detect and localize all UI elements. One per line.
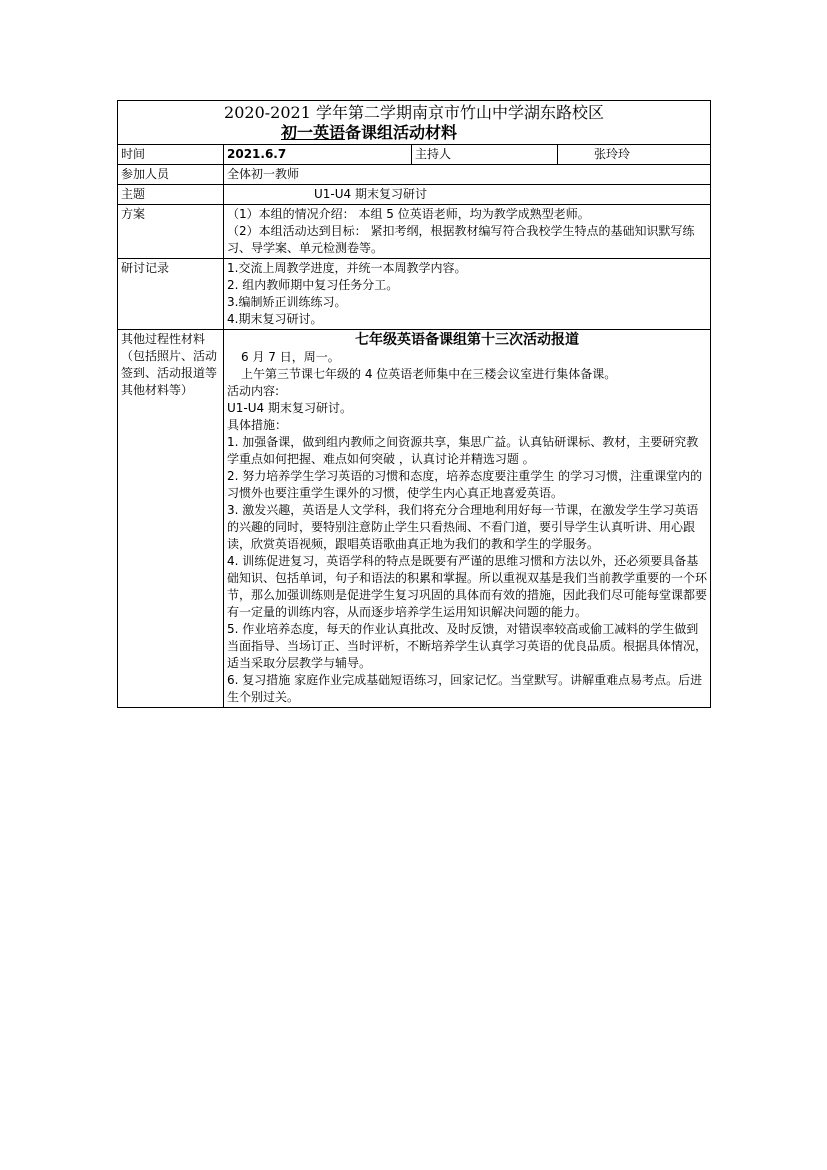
report-content [224, 330, 711, 708]
other-label: 其他过程性材料 [121, 332, 206, 346]
other-note: （包括照片、活动签到、活动报道等其他材料等） [121, 349, 218, 397]
measure-item: 4. 训练促进复习，英语学科的特点是既要有严谨的思维习惯和方法以外，还必须要具备基础知识、包括单词，句子和语法的积累和掌握。所以重视双基是我们当前教学重要的一个环节，那么加强训练则是促进学生复习巩固的具体而有效的措施，因此我们尽可能每堂课都要有一定量的训练内容，从而逐步培养学生运用知识解决问题的能力。 [227, 554, 708, 619]
document-subtitle [121, 123, 707, 143]
subtitle-underlined: 初一英语 [281, 123, 346, 142]
topic-value: U1-U4 期末复习研讨 [224, 185, 711, 205]
host-value: 张玲玲 [558, 145, 711, 165]
record-line: 2. 组内教师期中复习任务分工。 [227, 278, 399, 292]
time-label: 时间 [118, 145, 224, 165]
activity-table [117, 100, 711, 708]
document-title: 2020-2021 学年第二学期南京市竹山中学湖东路校区 [224, 103, 604, 122]
topic-label: 主题 [118, 185, 224, 205]
plan-line: （2）本组活动达到目标： 紧扣考纲，根据教材编写符合我校学生特点的基础知识默写练习、导学案、单元检测卷等。 [227, 224, 695, 255]
record-row [118, 259, 711, 330]
participants-label: 参加人员 [118, 165, 224, 185]
report-content-label: 活动内容: [227, 384, 280, 398]
report-content-value: U1-U4 期末复习研讨。 [227, 401, 352, 415]
report-measures-label: 具体措施： [227, 418, 288, 432]
record-line: 4.期末复习研讨。 [227, 312, 323, 326]
measure-item: 1. 加强备课，做到组内教师之间资源共享，集思广益。认真钻研课标、教材，主要研究教学重点如何把握、难点如何突破 ，认真讨论并精选习题 。 [227, 435, 699, 466]
document-page [117, 100, 710, 708]
title-cell [118, 101, 711, 145]
time-row [118, 145, 711, 165]
measure-item: 5. 作业培养态度，每天的作业认真批改、及时反馈，对错误率较高或偷工减料的学生做到当面指导、当场订正、当时评析，不断培养学生认真学习英语的优良品质。根据具体情况，适当采取分层教学与辅导。 [227, 622, 708, 670]
participants-value: 全体初一教师 [224, 165, 711, 185]
participants-row [118, 165, 711, 185]
measure-item: 2. 努力培养学生学习英语的习惯和态度，培养态度要注重学生 的学习习惯，注重课堂内的习惯外也要注重学生课外的习惯，使学生内心真正地喜爱英语。 [227, 469, 703, 500]
subtitle-rest: 备课组活动材料 [345, 123, 458, 142]
report-date: 6 月 7 日，周一。 [241, 350, 340, 364]
time-value: 2021.6.7 [224, 145, 412, 165]
measure-item: 6. 复习措施 家庭作业完成基础短语练习，回家记忆。当堂默写。讲解重难点易考点。后进生个别过关。 [227, 673, 703, 704]
report-title: 七年级英语备课组第十三次活动报道 [355, 332, 579, 348]
host-label: 主持人 [412, 145, 558, 165]
plan-label: 方案 [118, 205, 224, 259]
record-line: 1.交流上周教学进度，并统一本周教学内容。 [227, 261, 467, 275]
measure-item: 3. 激发兴趣，英语是人文学科，我们将充分合理地利用好每一节课，在激发学生学习英语的兴趣的同时，要特别注意防止学生只看热闹、不看门道，要引导学生认真听讲、用心跟读，欣赏英语视频，跟唱英语歌曲真正地为我们的教和学生的学服务。 [227, 503, 699, 551]
other-label-cell [118, 330, 224, 708]
plan-row [118, 205, 711, 259]
report-intro: 上午第三节课七年级的 4 位英语老师集中在三楼会议室进行集体备课。 [241, 367, 617, 381]
record-label: 研讨记录 [118, 259, 224, 330]
plan-content [224, 205, 711, 259]
record-content [224, 259, 711, 330]
record-line: 3.编制矫正训练练习。 [227, 295, 347, 309]
topic-row [118, 185, 711, 205]
title-row [118, 101, 711, 145]
other-row [118, 330, 711, 708]
plan-line: （1）本组的情况介绍： 本组 5 位英语老师，均为教学成熟型老师。 [227, 207, 590, 221]
